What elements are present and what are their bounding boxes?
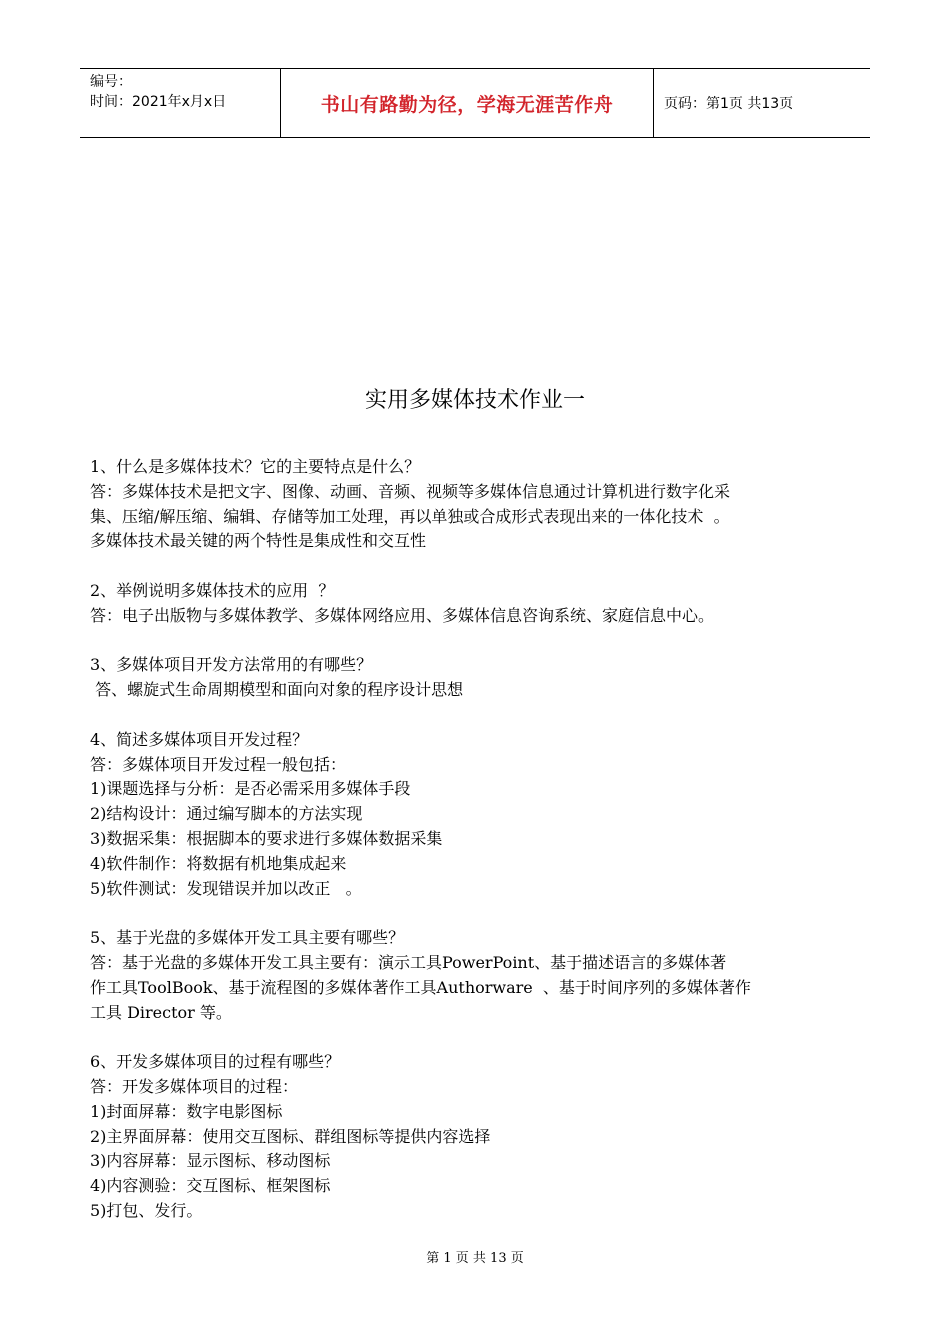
text-line: 4)软件制作：将数据有机地集成起来: [90, 853, 347, 873]
text-line: 答、螺旋式生命周期模型和面向对象的程序设计思想: [90, 680, 464, 700]
text-line: 答：电子出版物与多媒体教学、多媒体网络应用、多媒体信息咨询系统、家庭信息中心。: [90, 605, 715, 625]
text-line: 3)内容屏幕：显示图标、移动图标: [90, 1151, 331, 1171]
blank-line: [90, 1025, 870, 1050]
text-line: 1)课题选择与分析：是否必需采用多媒体手段: [90, 779, 411, 799]
header-motto: 书山有路勤为径，学海无涯苦作舟: [281, 69, 654, 137]
text-line: 答：多媒体技术是把文字、图像、动画、音频、视频等多媒体信息通过计算机进行数字化采: [90, 481, 731, 501]
text-line: 集、压缩/解压缩、编辑、存储等加工处理，再以单独或合成形式表现出来的一体化技术 。: [90, 506, 730, 526]
page-header: [80, 68, 870, 138]
text-line: 多媒体技术最关键的两个特性是集成性和交互性: [90, 531, 427, 551]
document-title: 实用多媒体技术作业一: [364, 387, 585, 413]
text-line: 1、什么是多媒体技术？它的主要特点是什么？: [90, 457, 421, 476]
text-line: 答：多媒体项目开发过程一般包括：: [90, 754, 347, 774]
date-line: 时间：2021年x月x日: [90, 94, 227, 110]
text-line: 3)数据采集：根据脚本的要求进行多媒体数据采集: [90, 828, 443, 848]
text-line: 2)结构设计：通过编写脚本的方法实现: [90, 804, 363, 824]
text-line: 5)软件测试：发现错误并加以改正 。: [90, 878, 362, 898]
text-line: 作工具ToolBook、基于流程图的多媒体著作工具Authorware 、基于时间序列的多媒体著作: [90, 977, 751, 997]
text-line: 工具 Director 等。: [90, 1002, 232, 1022]
blank-line: [90, 554, 870, 579]
page-footer: 第 1 页 共 13 页: [426, 1251, 524, 1266]
text-line: 1)封面屏幕：数字电影图标: [90, 1101, 283, 1121]
text-line: 5、基于光盘的多媒体开发工具主要有哪些？: [90, 928, 405, 948]
text-line: 4)内容测验：交互图标、框架图标: [90, 1176, 331, 1196]
text-line: 答：开发多媒体项目的过程：: [90, 1076, 299, 1096]
text-line: 2、举例说明多媒体技术的应用 ？: [90, 580, 335, 600]
blank-line: [90, 629, 870, 654]
number-label: 编号：: [90, 74, 132, 90]
text-line: 4、简述多媒体项目开发过程？: [90, 729, 309, 749]
document-body: [90, 455, 870, 1224]
blank-line: [90, 703, 870, 728]
header-page-info: 页码：第1页 共13页: [664, 96, 794, 112]
header-meta: [80, 69, 281, 137]
text-line: 2)主界面屏幕：使用交互图标、群组图标等提供内容选择: [90, 1126, 491, 1146]
text-line: 答：基于光盘的多媒体开发工具主要有：演示工具PowerPoint、基于描述语言的多媒体著: [90, 952, 727, 972]
text-line: 5)打包、发行。: [90, 1200, 203, 1220]
blank-line: [90, 901, 870, 926]
text-line: 3、多媒体项目开发方法常用的有哪些？: [90, 655, 373, 675]
text-line: 6、开发多媒体项目的过程有哪些？: [90, 1052, 341, 1072]
